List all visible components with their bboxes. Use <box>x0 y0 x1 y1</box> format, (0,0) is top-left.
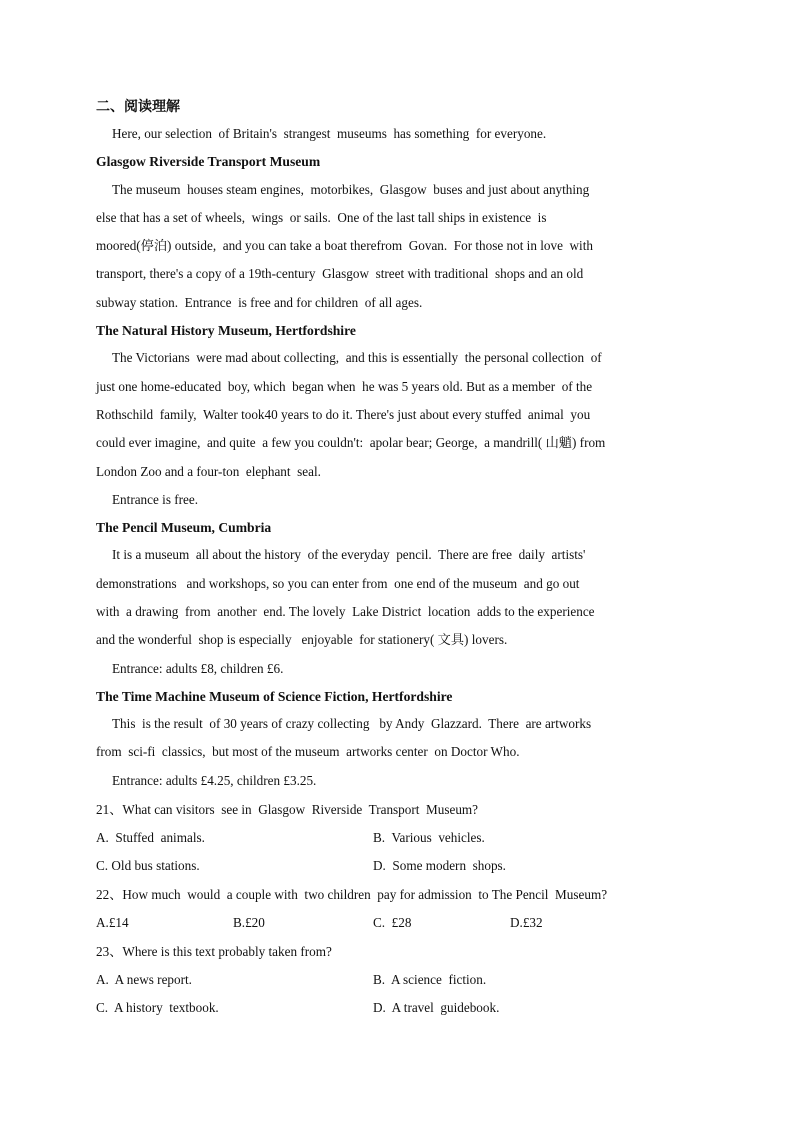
option-b: B.£20 <box>233 914 265 930</box>
text-line: Rothschild family, Walter took40 years to do it. There's just about every stuffed animal you <box>96 407 591 423</box>
text-line: This is the result of 30 years of crazy collecting by Andy Glazzard. There are artworks <box>112 716 592 732</box>
question-22: 22、How much would a couple with two children pay for admission to The Pencil Museum? <box>96 886 608 902</box>
museum-title-glasgow: Glasgow Riverside Transport Museum <box>96 154 321 169</box>
entrance-info: Entrance: adults £4.25, children £3.25. <box>112 772 317 788</box>
option-c: C. £28 <box>373 914 412 930</box>
text-line: The Victorians were mad about collecting, and this is essentially the personal collection of <box>112 350 602 366</box>
text-line: with a drawing from another end. The lovely Lake District location adds to the experience <box>96 604 595 620</box>
entrance-info: Entrance is free. <box>112 491 199 507</box>
entrance-info: Entrance: adults £8, children £6. <box>112 660 284 676</box>
text-line: The museum houses steam engines, motorbikes, Glasgow buses and just about anything <box>112 181 590 197</box>
option-a: A.£14 <box>96 914 129 930</box>
options-row <box>96 909 696 937</box>
text-line: transport, there's a copy of a 19th-century Glasgow street with traditional shops and an old <box>96 266 584 282</box>
text-line: demonstrations and workshops, so you can enter from one end of the museum and go out <box>96 575 580 591</box>
museum-description-time-machine <box>96 710 696 795</box>
question-21: 21、What can visitors see in Glasgow Riverside Transport Museum? <box>96 801 479 817</box>
option-d: D.£32 <box>510 914 543 930</box>
options-row <box>96 966 696 994</box>
intro-paragraph: Here, our selection of Britain's strangest museums has something for everyone. <box>112 126 547 141</box>
museum-description-glasgow <box>96 176 696 317</box>
option-b: B. Various vehicles. <box>373 829 485 845</box>
museum-description-natural-history <box>96 344 696 513</box>
museum-description-pencil <box>96 541 696 682</box>
paragraph-line <box>96 710 696 767</box>
museum-title-time-machine: The Time Machine Museum of Science Fiction, Hertfordshire <box>96 688 453 704</box>
options-row <box>96 824 696 852</box>
text-line: just one home-educated boy, which began when he was 5 years old. But as a member of the <box>96 378 593 394</box>
paragraph-line <box>96 344 696 485</box>
paragraph-line <box>96 176 696 317</box>
text-line: could ever imagine, and quite a few you couldn't: apolar bear; George, a mandrill( 山魈) from <box>96 435 606 451</box>
reading-section <box>96 95 696 1022</box>
question-23: 23、Where is this text probably taken from? <box>96 943 332 959</box>
options-row <box>96 994 696 1022</box>
text-line: and the wonderful shop is especially enjoyable for stationery( 文具) lovers. <box>96 632 508 648</box>
text-line: moored(停泊) outside, and you can take a boat therefrom Govan. For those not in love with <box>96 238 593 254</box>
option-c: C. A history textbook. <box>96 999 219 1015</box>
option-a: A. A news report. <box>96 971 192 987</box>
option-d: D. Some modern shops. <box>373 857 506 873</box>
text-line: from sci-fi classics, but most of the museum artworks center on Doctor Who. <box>96 744 520 760</box>
museum-title-pencil: The Pencil Museum, Cumbria <box>96 519 272 535</box>
text-line: subway station. Entrance is free and for children of all ages. <box>96 294 423 310</box>
text-line: else that has a set of wheels, wings or sails. One of the last tall ships in existence is <box>96 209 547 225</box>
text-line: London Zoo and a four-ton elephant seal. <box>96 463 321 479</box>
museum-title-natural-history: The Natural History Museum, Hertfordshire <box>96 322 356 338</box>
option-c: C. Old bus stations. <box>96 857 200 873</box>
section-title: 二、阅读理解 <box>96 100 180 115</box>
option-d: D. A travel guidebook. <box>373 999 500 1015</box>
options-row <box>96 852 696 880</box>
text-line: It is a museum all about the history of the everyday pencil. There are free daily artists' <box>112 547 586 563</box>
option-a: A. Stuffed animals. <box>96 829 205 845</box>
paragraph-line <box>96 541 696 654</box>
option-b: B. A science fiction. <box>373 971 487 987</box>
